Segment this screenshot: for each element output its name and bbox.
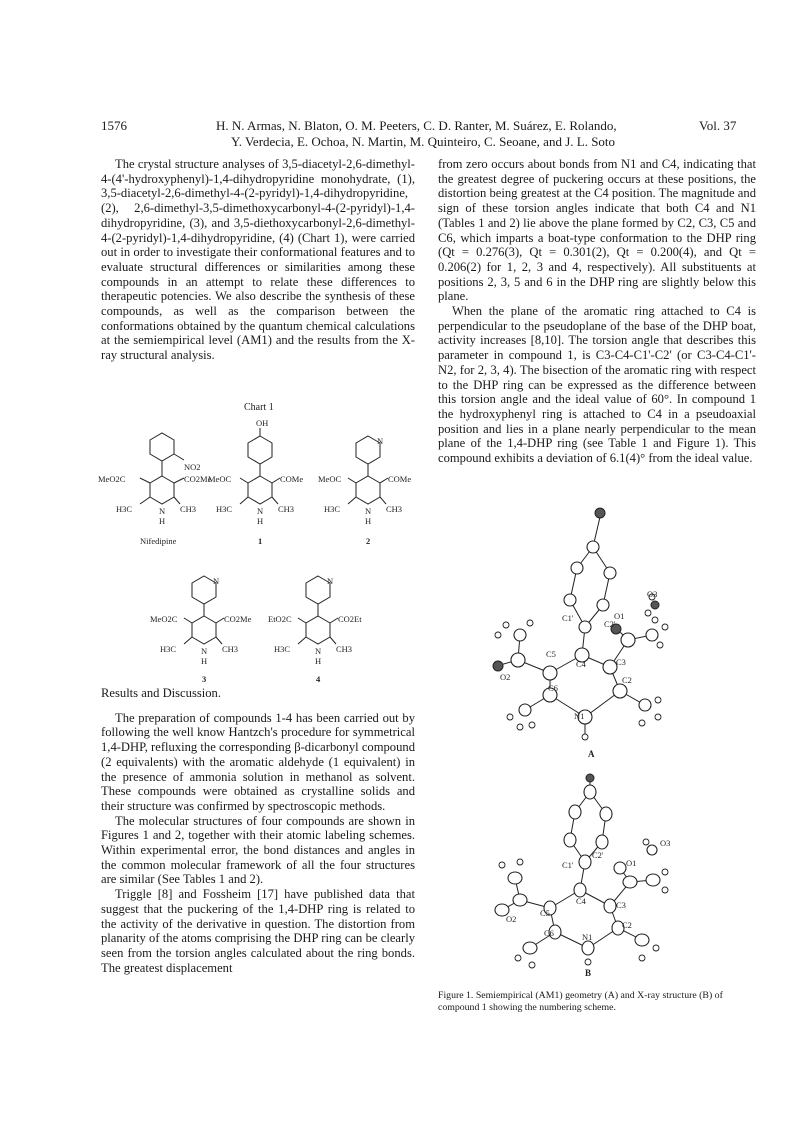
right-paragraph-1: from zero occurs about bonds from N1 and C4, indicating that the greatest degree of puckering occurs at these positions, the distortion being greatest at the C4 position. The magnitude and sign of these torsion angles indicate that both C4 and N1 (Tables 1 and 2) lie above the plane formed by C2, C3, C5 and C6, which imparts a boat-type conformation to the DHP ring (Qt = 0.276(3), Qt = 0.301(2), Qt = 0.200(4), and Qt = 0.206(2) for 1, 2, 3 and 4, respectively). All substituents at positions 2, 3, 5 and 6 in the DHP ring are slightly below this plane. (438, 157, 756, 304)
panel-b-c1p: C1' (562, 860, 574, 870)
compound-3-right: CO2Me (224, 614, 252, 624)
compound-2-right: COMe (388, 474, 412, 484)
compound-3-name: 3 (202, 674, 207, 684)
compound-3-left: MeO2C (150, 614, 178, 624)
right-paragraph-2: When the plane of the aromatic ring attached to C4 is perpendicular to the pseudoplane of the base of the DHP boat, activity increases [8,10]. The torsion angle that describes this parameter in compound 1, is C3-C4-C1'-C2' (or C3-C4-C1'-N2, for 2, 3, 4). The bisection of the aromatic ring with respect to the DHP ring can be expressed as the difference between this torsion angle and the ideal value of 60°. In compound 1 the hydroxyphenyl ring is attached to C4 in a pseudoaxial position and lies in a plane nearly perpendicular to the mean plane of the 1,4-DHP ring (see Table 1 and Figure 1). This compound exhibits a deviation of 6.1(4)° from the ideal value. (438, 304, 756, 466)
compound-2-structure (318, 436, 411, 546)
results-paragraph-3: Triggle [8] and Fossheim [17] have published data that suggest that the puckering of the 1,4-DHP ring is related to the activity of the derivative in question. The distortion from planarity of the atoms comprising the DHP ring can be clearly seen from the torsion angles calculated about the ring bonds. The greatest displacement (101, 887, 415, 975)
compound-1-me-left: H3C (216, 504, 233, 514)
nifedipine-name: Nifedipine (140, 536, 177, 546)
compound-3-h: H (201, 656, 208, 666)
panel-a-c2p: C2' (604, 619, 616, 629)
compound-3-me-right: CH3 (222, 644, 239, 654)
panel-b-c3: C3 (616, 900, 626, 910)
compound-4-me-right: CH3 (336, 644, 353, 654)
compound-4-h: H (315, 656, 322, 666)
compound-2-n: N (365, 506, 372, 516)
compound-2-h: H (365, 516, 372, 526)
compound-1-n: N (257, 506, 264, 516)
figure-1-caption: Figure 1. Semiempirical (AM1) geometry (A) and X-ray structure (B) of compound 1 showing the numbering scheme. (438, 990, 723, 1013)
nifedipine-n: N (159, 506, 166, 516)
nifedipine-right: CO2Me (184, 474, 212, 484)
nifedipine-me-right: CH3 (180, 504, 197, 514)
compound-4-left: EtO2C (268, 614, 292, 624)
left-column-intro (101, 157, 415, 363)
page-number: 1576 (101, 118, 127, 133)
results-paragraph-2: The molecular structures of four compounds are shown in Figures 1 and 2, together with their atomic labeling schemes. Within experimental error, the bond distances and angles in the common molecular framework of all the four structures are similar (See Tables 1 and 2). (101, 813, 415, 887)
panel-b-c2p: C2' (592, 850, 604, 860)
compound-3-me-left: H3C (160, 644, 177, 654)
compound-3-top: N (213, 576, 220, 586)
compound-1-name: 1 (258, 536, 263, 546)
compound-2-left: MeOC (318, 474, 342, 484)
compound-4-right: CO2Et (338, 614, 362, 624)
compound-1-right: COMe (280, 474, 304, 484)
panel-b-c2: C2 (622, 920, 632, 930)
chart-1 (98, 398, 420, 684)
authors-line-1: H. N. Armas, N. Blaton, O. M. Peeters, C. D. Ranter, M. Suárez, E. Rolando, (216, 118, 617, 133)
compound-2-me-left: H3C (324, 504, 341, 514)
compound-1-h: H (257, 516, 264, 526)
nifedipine-me-left: H3C (116, 504, 133, 514)
intro-paragraph: The crystal structure analyses of 3,5-diacetyl-2,6-dimethyl-4-(4'-hydroxyphenyl)-1,4-dihydropyridine monohydrate, (1), 3,5-diacetyl-2,6-dimethyl-4-(2-pyridyl)-1,4-dihydropyridine, (2), 2,6-dimethyl-3,5-dimethoxycarbonyl-4-(2-pyridyl)-1,4-dihydropyridine, (3), and 3,5-diethoxycarbonyl-2,6-dimethyl-4-(2-pyridyl)-1,4-dihydropyridine, (4) (Chart 1), were carried out in order to investigate their conformational features and to evaluate structural differences or similarities among these compounds in an attempt to relate these differences to therapeutic potencies. We also describe the synthesis of these compounds, as well as the comparison between the conformations obtained by the quantum chemical calculations at the semiempirical level (AM1) and the results from the X-ray structural analysis. (101, 157, 415, 363)
compound-2-top: N (377, 436, 384, 446)
compound-4-n: N (315, 646, 322, 656)
compound-4-me-left: H3C (274, 644, 291, 654)
authors-line-2: Y. Verdecia, E. Ochoa, N. Martin, M. Quinteiro, C. Seoane, and J. L. Soto (231, 134, 616, 149)
panel-a-c1p: C1' (562, 613, 574, 623)
figure-1-panel-a (470, 495, 720, 765)
results-paragraph-1: The preparation of compounds 1-4 has been carried out by following the well know Hantzch's procedure for symmetrical 1,4-DHP, refluxing the corresponding β-dicarbonyl compound (2 equivalents) with the aromatic aldehyde (1 equivalent) in the presence of ammonia solution in methanol as solvent. These compounds were obtained as crystalline solids and their structure was confirmed by spectroscopic methods. (101, 710, 415, 813)
panel-b-o3: O3 (660, 838, 671, 848)
panel-a-n1: N1 (574, 711, 585, 721)
nifedipine-left: MeO2C (98, 474, 126, 484)
compound-4-structure (268, 576, 362, 684)
panel-b-c6: C6 (544, 928, 554, 938)
left-column-results (101, 686, 415, 975)
panel-b-n1: N1 (582, 932, 593, 942)
panel-b-o2: O2 (506, 914, 517, 924)
compound-4-name: 4 (316, 674, 321, 684)
panel-b-c4: C4 (576, 896, 586, 906)
panel-a-c4: C4 (576, 659, 586, 669)
panel-b-label: B (585, 968, 592, 978)
compound-2-me-right: CH3 (386, 504, 403, 514)
compound-1-top: OH (256, 418, 269, 428)
compound-1-left: MeOC (208, 474, 232, 484)
panel-a-c3: C3 (616, 657, 626, 667)
panel-b-c5: C5 (540, 908, 550, 918)
panel-a-o3: O3 (647, 589, 658, 599)
panel-a-o2: O2 (500, 672, 511, 682)
compound-3-structure (150, 576, 252, 684)
volume-label: Vol. 37 (699, 118, 737, 133)
panel-a-label: A (588, 749, 595, 759)
section-heading: Results and Discussion. (101, 686, 221, 700)
nifedipine-top: NO2 (184, 462, 201, 472)
compound-1-me-right: CH3 (278, 504, 295, 514)
compound-4-top: N (327, 576, 334, 586)
compound-2-name: 2 (366, 536, 371, 546)
nifedipine-h: H (159, 516, 166, 526)
compound-1-structure (208, 418, 303, 546)
chart-title: Chart 1 (244, 402, 274, 413)
right-column-text (438, 157, 756, 466)
compound-3-n: N (201, 646, 208, 656)
panel-a-c5: C5 (546, 649, 556, 659)
panel-a-c6: C6 (548, 683, 558, 693)
panel-a-c2: C2 (622, 675, 632, 685)
figure-1-panel-b (470, 770, 720, 985)
nifedipine-structure (98, 433, 212, 546)
panel-a-o1: O1 (614, 611, 625, 621)
panel-b-o1: O1 (626, 858, 637, 868)
